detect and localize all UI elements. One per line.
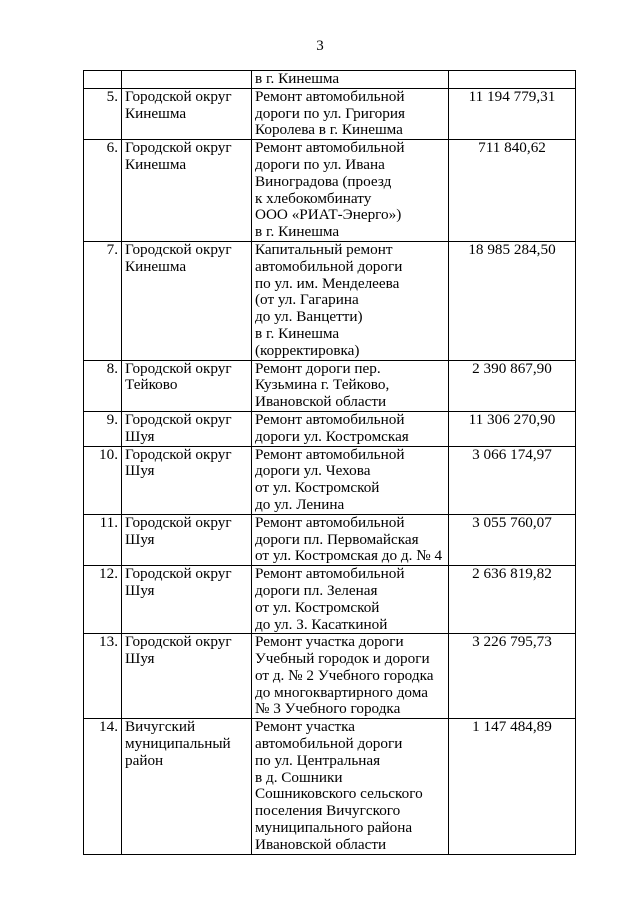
amount-cell: 11 306 270,90 bbox=[449, 411, 576, 446]
object-description-line: к хлебокомбинату bbox=[255, 189, 372, 207]
object-description-cell bbox=[252, 360, 449, 411]
municipality-line: Шуя bbox=[125, 427, 155, 445]
row-number-cell: 7. bbox=[84, 241, 122, 360]
municipality-cell bbox=[122, 446, 252, 514]
table-row bbox=[84, 566, 576, 634]
object-description-line: до ул. Ванцетти) bbox=[255, 308, 363, 326]
municipality-line: Кинешма bbox=[125, 155, 187, 173]
municipality-line: Шуя bbox=[125, 462, 155, 480]
object-description-line: муниципального района bbox=[255, 819, 413, 837]
table-body bbox=[84, 71, 576, 855]
municipality-line: Городской округ bbox=[125, 411, 232, 428]
object-description-line: Ремонт автомобильной bbox=[255, 565, 405, 583]
amount-cell: 3 055 760,07 bbox=[449, 514, 576, 565]
object-description-line: Ремонт дороги пер. bbox=[255, 360, 381, 377]
table-row bbox=[84, 446, 576, 514]
object-description-line: дороги ул. Чехова bbox=[255, 462, 371, 480]
object-description-cell bbox=[252, 140, 449, 242]
row-number-cell: 13. bbox=[84, 634, 122, 719]
object-description-line: в г. Кинешма bbox=[255, 70, 340, 87]
object-description-line: поселения Вичугского bbox=[255, 802, 401, 820]
object-description-line: дороги пл. Зеленая bbox=[255, 581, 378, 599]
object-description-line: Ремонт автомобильной bbox=[255, 139, 405, 157]
municipality-line: Городской округ bbox=[125, 241, 232, 258]
row-number-cell: 14. bbox=[84, 719, 122, 854]
municipality-cell bbox=[122, 634, 252, 719]
table-row bbox=[84, 360, 576, 411]
object-description-cell bbox=[252, 88, 449, 139]
object-description-line: Ремонт участка дороги bbox=[255, 633, 404, 651]
amount-cell: 2 390 867,90 bbox=[449, 360, 576, 411]
object-description-line: Ремонт автомобильной bbox=[255, 411, 405, 428]
amount-cell: 11 194 779,31 bbox=[449, 88, 576, 139]
object-description-line: Ивановской области bbox=[255, 393, 387, 411]
municipality-line: район bbox=[125, 751, 164, 769]
table-row bbox=[84, 411, 576, 446]
object-description-line: от ул. Костромская до д. № 4 bbox=[255, 547, 443, 565]
amount-cell: 2 636 819,82 bbox=[449, 566, 576, 634]
municipality-line: Городской округ bbox=[125, 514, 232, 531]
municipality-line: муниципальный bbox=[125, 735, 231, 753]
page-number: 3 bbox=[316, 38, 324, 54]
object-description-line: до ул. З. Касаткиной bbox=[255, 615, 388, 633]
municipality-cell bbox=[122, 411, 252, 446]
object-description-line: Сошниковского сельского bbox=[255, 785, 423, 803]
municipality-cell bbox=[122, 140, 252, 242]
row-number-cell bbox=[84, 71, 122, 89]
object-description-line: Учебный городок и дороги bbox=[255, 650, 430, 668]
municipality-cell bbox=[122, 71, 252, 89]
object-description-line: от ул. Костромской bbox=[255, 598, 380, 616]
row-number-cell: 9. bbox=[84, 411, 122, 446]
object-description-line: № 3 Учебного городка bbox=[255, 700, 401, 718]
amount-cell bbox=[449, 71, 576, 89]
object-description-cell bbox=[252, 411, 449, 446]
amount-cell: 3 066 174,97 bbox=[449, 446, 576, 514]
object-description-line: дороги по ул. Григория bbox=[255, 104, 405, 122]
object-description-cell bbox=[252, 719, 449, 854]
object-description-line: Ремонт участка bbox=[255, 718, 355, 736]
object-description-line: (от ул. Гагарина bbox=[255, 291, 359, 309]
object-description-line: дороги пл. Первомайская bbox=[255, 530, 419, 548]
amount-cell: 711 840,62 bbox=[449, 140, 576, 242]
municipality-line: Городской округ bbox=[125, 360, 232, 377]
municipality-cell bbox=[122, 241, 252, 360]
table-row bbox=[84, 88, 576, 139]
municipality-line: Городской округ bbox=[125, 633, 232, 651]
municipality-line: Тейково bbox=[125, 376, 178, 394]
municipality-line: Кинешма bbox=[125, 257, 187, 275]
object-description-line: до многоквартирного дома bbox=[255, 683, 428, 701]
amount-cell: 18 985 284,50 bbox=[449, 241, 576, 360]
object-description-line: Кузьмина г. Тейково, bbox=[255, 376, 390, 394]
object-description-cell bbox=[252, 514, 449, 565]
object-description-cell bbox=[252, 71, 449, 89]
municipality-cell bbox=[122, 360, 252, 411]
object-description-line: автомобильной дороги bbox=[255, 735, 403, 753]
object-description-line: Капитальный ремонт bbox=[255, 241, 393, 258]
row-number-cell: 10. bbox=[84, 446, 122, 514]
municipality-line: Городской округ bbox=[125, 446, 232, 463]
table-row bbox=[84, 719, 576, 854]
municipality-line: Вичугский bbox=[125, 718, 196, 736]
municipality-line: Городской округ bbox=[125, 88, 232, 105]
object-description-line: по ул. Центральная bbox=[255, 751, 381, 769]
municipality-line: Городской округ bbox=[125, 139, 232, 157]
row-number-cell: 8. bbox=[84, 360, 122, 411]
object-description-cell bbox=[252, 634, 449, 719]
table-row bbox=[84, 514, 576, 565]
object-description-line: Ремонт автомобильной bbox=[255, 446, 405, 463]
row-number-cell: 6. bbox=[84, 140, 122, 242]
object-description-line: Ивановской области bbox=[255, 835, 387, 853]
table-row bbox=[84, 140, 576, 242]
municipality-cell bbox=[122, 719, 252, 854]
object-description-line: Ремонт автомобильной bbox=[255, 514, 405, 531]
object-description-line: по ул. им. Менделеева bbox=[255, 274, 400, 292]
object-description-line: ООО «РИАТ-Энерго») bbox=[255, 206, 402, 224]
row-number-cell: 11. bbox=[84, 514, 122, 565]
object-description-line: (корректировка) bbox=[255, 341, 360, 359]
object-description-cell bbox=[252, 566, 449, 634]
municipality-line: Кинешма bbox=[125, 104, 187, 122]
object-description-cell bbox=[252, 241, 449, 360]
municipality-line: Городской округ bbox=[125, 565, 232, 583]
object-description-line: в г. Кинешма bbox=[255, 223, 340, 241]
object-description-line: до ул. Ленина bbox=[255, 495, 345, 513]
row-number-cell: 5. bbox=[84, 88, 122, 139]
object-description-line: дороги по ул. Ивана bbox=[255, 155, 385, 173]
municipality-cell bbox=[122, 514, 252, 565]
table-row bbox=[84, 634, 576, 719]
object-description-line: от ул. Костромской bbox=[255, 479, 380, 497]
amount-cell: 3 226 795,73 bbox=[449, 634, 576, 719]
table-row bbox=[84, 241, 576, 360]
object-description-line: Королева в г. Кинешма bbox=[255, 121, 403, 139]
municipality-line: Шуя bbox=[125, 650, 155, 668]
amount-cell: 1 147 484,89 bbox=[449, 719, 576, 854]
object-description-line: дороги ул. Костромская bbox=[255, 427, 409, 445]
municipality-cell bbox=[122, 566, 252, 634]
object-description-line: автомобильной дороги bbox=[255, 257, 403, 275]
table-row bbox=[84, 71, 576, 89]
road-repair-table bbox=[83, 70, 576, 855]
row-number-cell: 12. bbox=[84, 566, 122, 634]
object-description-line: Виноградова (проезд bbox=[255, 172, 392, 190]
object-description-line: в г. Кинешма bbox=[255, 324, 340, 342]
object-description-line: Ремонт автомобильной bbox=[255, 88, 405, 105]
municipality-cell bbox=[122, 88, 252, 139]
object-description-cell bbox=[252, 446, 449, 514]
object-description-line: в д. Сошники bbox=[255, 768, 343, 786]
object-description-line: от д. № 2 Учебного городка bbox=[255, 666, 434, 684]
municipality-line: Шуя bbox=[125, 530, 155, 548]
municipality-line: Шуя bbox=[125, 581, 155, 599]
